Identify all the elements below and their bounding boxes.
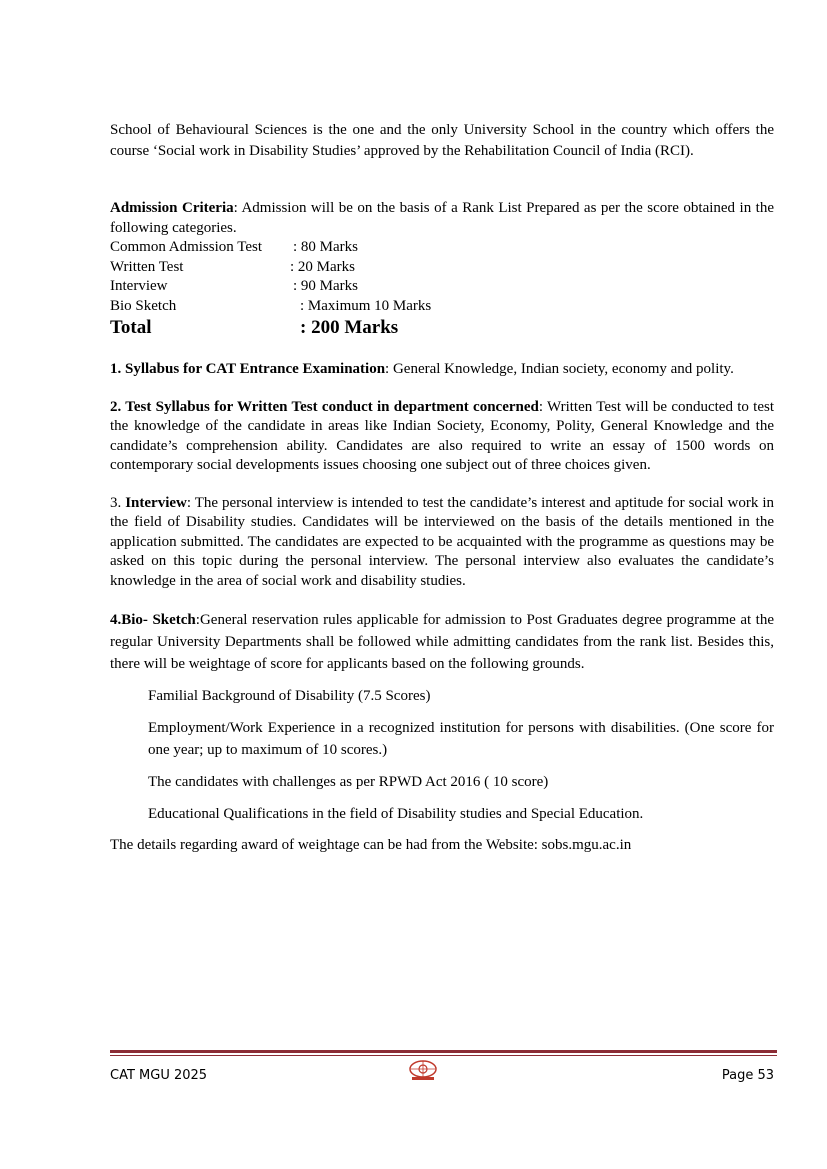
list-item: Employment/Work Experience in a recognized institution for persons with disabilities. (One score for one year; up to maximum of 10 scores.): [148, 720, 774, 758]
footer-rule: [110, 1050, 777, 1053]
interview-label: Interview: [125, 494, 187, 511]
bio-sketch-paragraph: [110, 609, 774, 675]
marks-row-name: Common Admission Test: [110, 239, 263, 255]
website-note: The details regarding award of weightage can be had from the Website: sobs.mgu.ac.in: [110, 837, 632, 853]
marks-row: [110, 258, 774, 278]
interview-paragraph: [110, 494, 774, 592]
admission-criteria-text: : Admission will be on the basis of a Rank List Prepared as per the score obtained in the following categories.: [110, 200, 774, 236]
footer-title: CAT MGU 2025: [110, 1068, 208, 1083]
admission-criteria-paragraph: [110, 199, 774, 238]
list-item: The candidates with challenges as per RPWD Act 2016 ( 10 score): [148, 774, 549, 790]
university-emblem-icon: [408, 1059, 438, 1081]
page-content: [110, 120, 774, 856]
intro-paragraph: School of Behavioural Sciences is the one and the only University School in the country which offers the course ‘Social work in Disability Studies’ approved by the Rehabilitation Council of India (RCI).: [110, 122, 774, 159]
marks-table: [110, 238, 774, 340]
marks-row-name: Written Test: [110, 258, 184, 275]
syllabus-paragraph: [110, 360, 774, 380]
interview-prefix: 3.: [110, 494, 126, 511]
marks-row-value: : 90 Marks: [293, 278, 358, 294]
weightage-list: [148, 685, 774, 825]
marks-row: [110, 277, 774, 297]
footer-rule-thin: [110, 1055, 777, 1056]
written-test-label: 2. Test Syllabus for Written Test conduct in department concerned: [110, 398, 539, 415]
interview-text: : The personal interview is intended to test the candidate’s interest and aptitude for social work in the field of Disability studies. Candidates will be interviewed on the basis of the details mentioned in the application submitted. The candidates are expected to be acquainted with the programme as questions may be asked on this topic during the personal interview. The personal interview also evaluates the candidate’s knowledge in the area of social work and disability studies.: [110, 494, 774, 589]
list-item: Educational Qualifications in the field of Disability studies and Special Education.: [148, 806, 644, 822]
written-test-text: : Written Test will be conducted to test the knowledge of the candidate in areas like Indian Society, Economy, Polity, General Knowledge and the candidate’s comprehension ability. Candidates are also required to write an essay of 1500 words on contemporary social developments issues choosing one subject out of three choices given.: [110, 398, 775, 473]
marks-total-name: Total: [110, 317, 152, 338]
marks-row-name: Bio Sketch: [110, 297, 177, 314]
written-test-paragraph: [110, 398, 774, 476]
marks-row-value: : 20 Marks: [290, 258, 355, 275]
page-number: Page 53: [721, 1068, 774, 1083]
admission-criteria-label: Admission Criteria: [110, 200, 234, 216]
marks-row-value: : 80 Marks: [293, 239, 358, 255]
bio-sketch-label: 4.Bio- Sketch: [110, 612, 196, 628]
marks-row-name: Interview: [110, 278, 168, 294]
bio-sketch-text: :General reservation rules applicable for admission to Post Graduates degree programme at the regular University Departments shall be followed while admitting candidates from the rank list. Besides this, there will be weightage of score for applicants based on the following grounds.: [110, 612, 774, 672]
syllabus-text: : General Knowledge, Indian society, economy and polity.: [385, 361, 734, 377]
marks-row: [110, 238, 774, 258]
list-item: Familial Background of Disability (7.5 Scores): [148, 688, 431, 704]
marks-total-value: : 200 Marks: [300, 317, 399, 338]
syllabus-label: 1. Syllabus for CAT Entrance Examination: [110, 361, 386, 377]
marks-row: [110, 297, 774, 317]
marks-row-value: : Maximum 10 Marks: [300, 297, 432, 314]
marks-total-row: [110, 316, 774, 340]
